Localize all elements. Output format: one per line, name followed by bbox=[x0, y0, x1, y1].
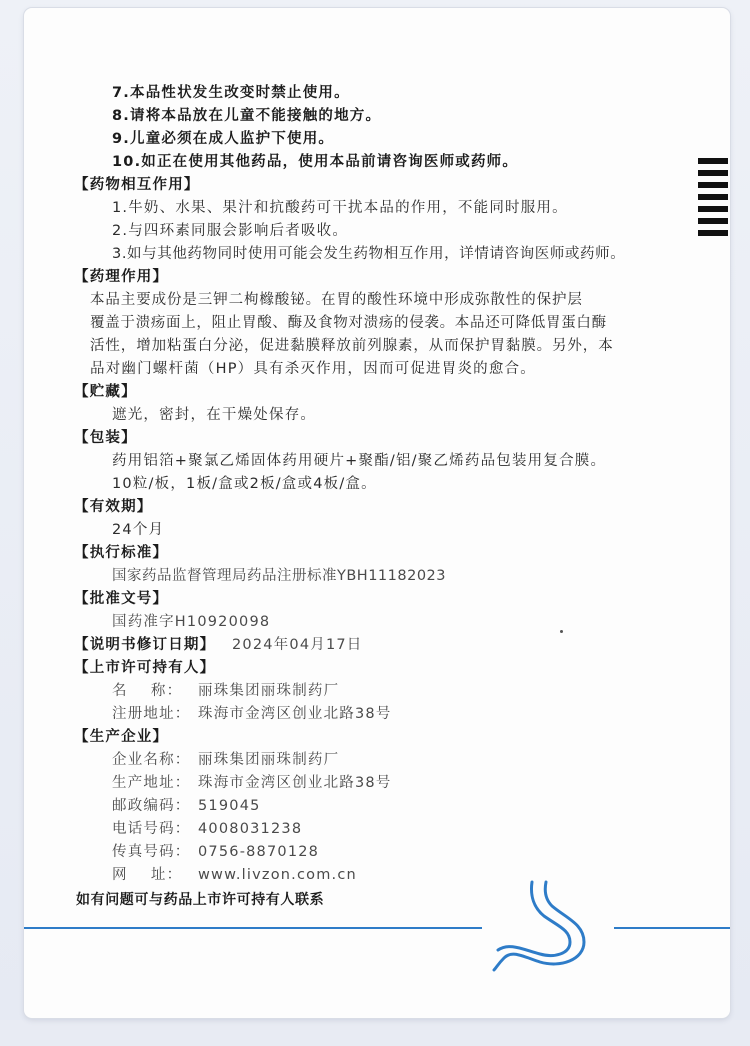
section-heading-storage: 【贮藏】 bbox=[74, 384, 137, 400]
pharmacology-line: 品对幽门螺杆菌（HP）具有杀灭作用，因而可促进胃炎的愈合。 bbox=[90, 361, 536, 377]
section-heading-interactions: 【药物相互作用】 bbox=[74, 177, 200, 193]
manufacturer-label: 电话号码： bbox=[112, 821, 191, 837]
packaging-line: 药用铝箔+聚氯乙烯固体药用硬片+聚酯/铝/聚乙烯药品包装用复合膜。 bbox=[112, 453, 607, 469]
interaction-item: 3.如与其他药物同时使用可能会发生药物相互作用，详情请咨询医师或药师。 bbox=[112, 246, 626, 262]
holder-label: 注册地址： bbox=[112, 706, 191, 722]
manufacturer-value: 珠海市金湾区创业北路38号 bbox=[198, 775, 392, 791]
revision-date: 2024年04月17日 bbox=[232, 637, 363, 653]
precaution-item: 10.如正在使用其他药品，使用本品前请咨询医师或药师。 bbox=[112, 154, 519, 170]
manufacturer-label: 企业名称： bbox=[112, 752, 191, 768]
section-heading-manufacturer: 【生产企业】 bbox=[74, 729, 169, 745]
interaction-item: 1.牛奶、水果、果汁和抗酸药可干扰本品的作用，不能同时服用。 bbox=[112, 200, 568, 216]
pharmacology-line: 覆盖于溃疡面上，阻止胃酸、酶及食物对溃疡的侵袭。本品还可降低胃蛋白酶 bbox=[90, 315, 607, 331]
manufacturer-value: 0756-8870128 bbox=[198, 844, 320, 860]
interaction-item: 2.与四环素同服会影响后者吸收。 bbox=[112, 223, 349, 239]
section-heading-pharmacology: 【药理作用】 bbox=[74, 269, 169, 285]
standard-text: 国家药品监督管理局药品注册标准YBH11182023 bbox=[112, 568, 447, 584]
precaution-item: 8.请将本品放在儿童不能接触的地方。 bbox=[112, 108, 382, 124]
pharmacology-line: 活性，增加粘蛋白分泌，促进黏膜释放前列腺素，从而保护胃黏膜。另外，本 bbox=[90, 338, 614, 354]
print-speck bbox=[560, 630, 563, 633]
pharmacology-line: 本品主要成份是三钾二枸橼酸铋。在胃的酸性环境中形成弥散性的保护层 bbox=[90, 292, 583, 308]
section-heading-validity: 【有效期】 bbox=[74, 499, 153, 515]
holder-label: 名 称： bbox=[112, 683, 183, 699]
holder-value: 丽珠集团丽珠制药厂 bbox=[198, 683, 340, 699]
manufacturer-value: 丽珠集团丽珠制药厂 bbox=[198, 752, 340, 768]
holder-value: 珠海市金湾区创业北路38号 bbox=[198, 706, 392, 722]
manufacturer-value: 4008031238 bbox=[198, 821, 303, 837]
approval-number: 国药准字H10920098 bbox=[112, 614, 271, 630]
manufacturer-value: www.livzon.com.cn bbox=[198, 867, 357, 883]
section-heading-holder: 【上市许可持有人】 bbox=[74, 660, 216, 676]
section-heading-approval: 【批准文号】 bbox=[74, 591, 169, 607]
validity-text: 24个月 bbox=[112, 522, 165, 538]
section-heading-packaging: 【包装】 bbox=[74, 430, 137, 446]
contact-note: 如有问题可与药品上市许可持有人联系 bbox=[76, 892, 325, 908]
footer-divider-left bbox=[24, 927, 482, 929]
manufacturer-label: 邮政编码： bbox=[112, 798, 191, 814]
manufacturer-label: 网 址： bbox=[112, 867, 183, 883]
section-heading-standard: 【执行标准】 bbox=[74, 545, 169, 561]
storage-text: 遮光，密封，在干燥处保存。 bbox=[112, 407, 317, 423]
stomach-illustration-icon bbox=[488, 878, 598, 973]
manufacturer-label: 传真号码： bbox=[112, 844, 191, 860]
manufacturer-label: 生产地址： bbox=[112, 775, 191, 791]
manufacturer-value: 519045 bbox=[198, 798, 261, 814]
section-heading-revision: 【说明书修订日期】 bbox=[74, 637, 216, 653]
precaution-item: 7.本品性状发生改变时禁止使用。 bbox=[112, 85, 350, 101]
barcode-marks-icon bbox=[698, 158, 728, 238]
footer-divider-right bbox=[614, 927, 730, 929]
packaging-line: 10粒/板，1板/盒或2板/盒或4板/盒。 bbox=[112, 476, 377, 492]
page-bottom-band bbox=[0, 1020, 750, 1046]
precaution-item: 9.儿童必须在成人监护下使用。 bbox=[112, 131, 335, 147]
